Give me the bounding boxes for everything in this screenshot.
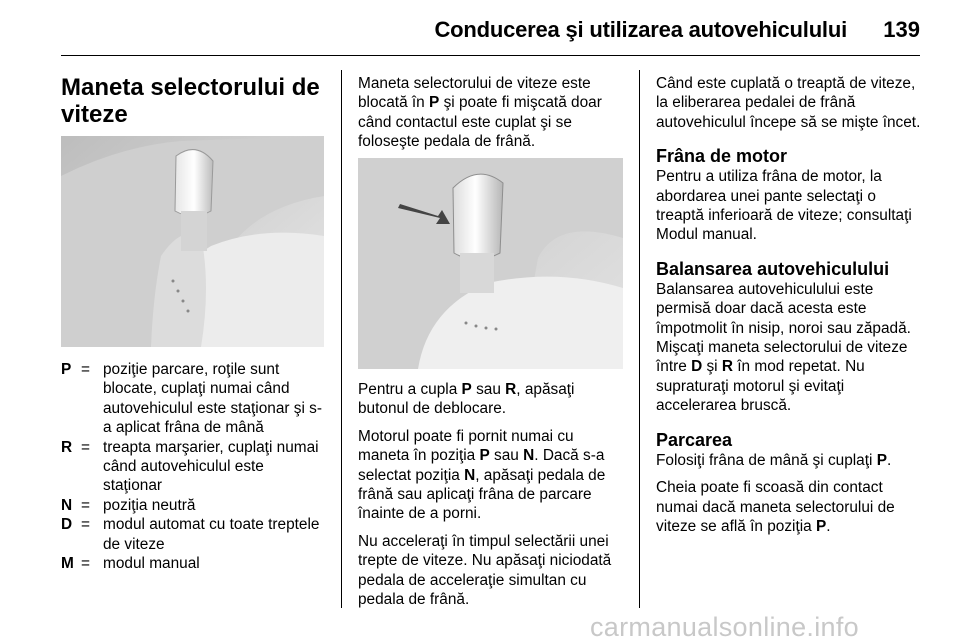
column-divider-1 xyxy=(341,70,342,608)
paragraph: Folosiţi frâna de mână şi cuplaţi P. xyxy=(656,451,892,469)
unlock-button-photo xyxy=(358,158,623,369)
definition-key: N xyxy=(61,496,73,514)
paragraph: Pentru a utiliza frâna de motor, la abordarea unei pante selectaţi o treaptă inferioară de viteze; consultaţi Modul manual. xyxy=(656,168,912,244)
definition-equals: = xyxy=(81,496,90,514)
definition-equals: = xyxy=(81,438,90,456)
definition-value: poziţia neutră xyxy=(103,496,196,514)
definition-value: modul manual xyxy=(103,555,200,573)
section-title: Maneta selectorului de viteze xyxy=(61,74,320,128)
paragraph: Pentru a cupla P sau R, apăsaţi butonul de deblocare. xyxy=(358,381,575,418)
page-number: 139 xyxy=(883,17,920,42)
definition-equals: = xyxy=(81,361,90,378)
column-2-lower xyxy=(358,380,626,609)
rocking-heading: Balansarea autovehiculului xyxy=(656,258,890,279)
engine-brake-heading: Frâna de motor xyxy=(656,146,788,167)
column-2 xyxy=(358,74,623,152)
header-rule xyxy=(61,55,920,56)
definition-key: P xyxy=(61,361,72,378)
definition-value: poziţie parcare, roţile sunt blocate, cuplaţi numai când autovehiculul este staţionar şi s-a aplicat frâna de mână xyxy=(103,361,323,437)
column-3 xyxy=(656,74,926,536)
gear-positions-list xyxy=(61,360,326,573)
paragraph: Maneta selectorului de viteze este blocată în P şi poate fi mişcată doar când contactul este cuplat şi se foloseşte pedala de frână. xyxy=(358,75,602,151)
paragraph: Nu acceleraţi în timpul selectării unei trepte de viteze. Nu apăsaţi niciodată pedala de acceleraţie simultan cu pedala de frână. xyxy=(358,532,612,609)
definition-row-m xyxy=(61,554,326,573)
definition-value: treapta marşarier, cuplaţi numai când autovehiculul este staţionar xyxy=(103,438,319,495)
definition-row-d xyxy=(61,515,326,554)
column-divider-2 xyxy=(639,70,640,608)
definition-value: modul automat cu toate treptele de viteze xyxy=(103,516,320,553)
definition-key: M xyxy=(61,555,74,573)
page-header-title: Conducerea şi utilizarea autovehiculului xyxy=(434,17,847,42)
definition-equals: = xyxy=(81,516,90,534)
column-1 xyxy=(61,74,324,128)
definition-row-r xyxy=(61,438,326,496)
paragraph: Motorul poate fi pornit numai cu maneta în poziţia P sau N. Dacă s-a selectat poziţia N, apăsaţi pedala de frână sau aplicaţi frâna de parcare înainte de a porni. xyxy=(358,427,606,523)
definition-equals: = xyxy=(81,555,90,573)
parking-heading: Parcarea xyxy=(656,429,733,450)
definition-row-n xyxy=(61,496,326,515)
gear-selector-photo xyxy=(61,136,324,347)
paragraph: Cheia poate fi scoasă din contact numai dacă maneta selectorului de viteze se află în poziţia P. xyxy=(656,479,895,535)
definition-row-p xyxy=(61,360,326,438)
paragraph: Când este cuplată o treaptă de viteze, la eliberarea pedalei de frână autovehiculul începe să se mişte încet. xyxy=(656,75,921,131)
definition-key: D xyxy=(61,516,73,534)
definition-key: R xyxy=(61,438,73,456)
paragraph: Balansarea autovehiculului este permisă doar dacă acesta este împotmolit în nisip, noroi sau zăpadă. Mişcaţi maneta selectorului de viteze între D şi R în mod repetat. Nu supraturaţi motorul şi evitaţi accelerarea bruscă. xyxy=(656,280,911,415)
watermark: carmanualsonline.info xyxy=(590,612,859,642)
